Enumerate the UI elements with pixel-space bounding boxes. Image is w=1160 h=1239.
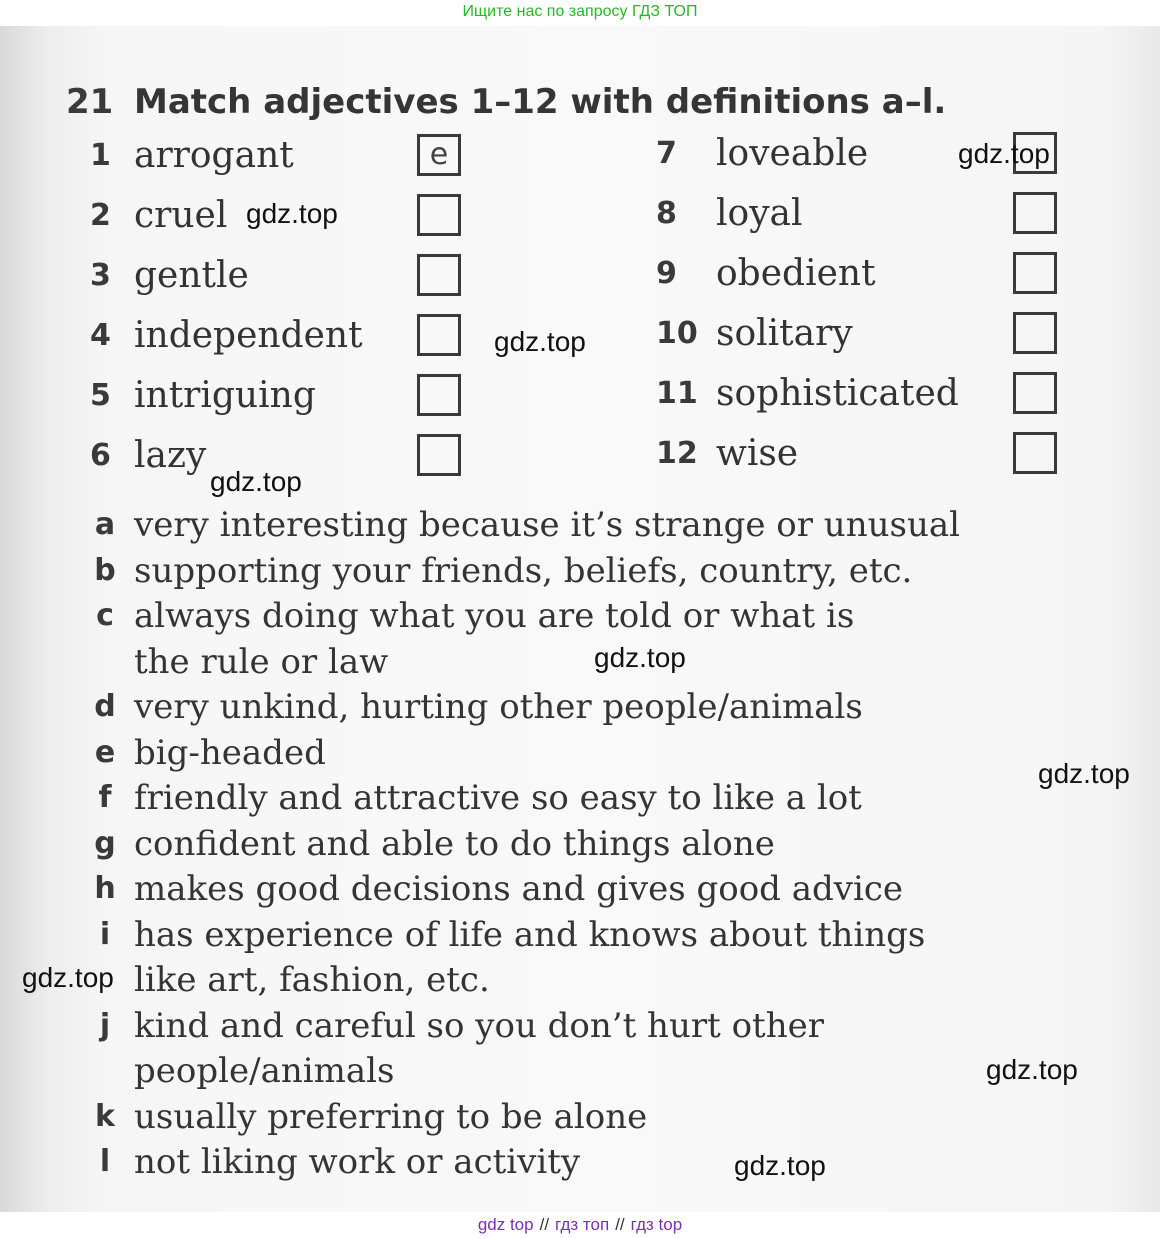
definition-text: usually preferring to be alone bbox=[134, 1097, 648, 1137]
definition-text: not liking work or activity bbox=[134, 1142, 581, 1182]
definition-letter: l bbox=[99, 1144, 111, 1179]
adjective-number: 9 bbox=[656, 256, 677, 291]
watermark: gdz.top bbox=[494, 326, 586, 357]
answer-box[interactable] bbox=[1013, 312, 1057, 354]
definition-letter: f bbox=[98, 780, 112, 815]
adjective-word: sophisticated bbox=[716, 373, 959, 414]
footer-separator: // bbox=[539, 1215, 550, 1234]
definition-letter: j bbox=[99, 1008, 111, 1043]
adjective-number: 5 bbox=[90, 378, 111, 413]
adjective-word: gentle bbox=[134, 255, 249, 296]
watermark: gdz.top bbox=[958, 138, 1050, 169]
watermark: gdz.top bbox=[22, 962, 114, 993]
adjective-number: 10 bbox=[656, 316, 698, 351]
definition-text-continued: people/animals bbox=[134, 1051, 395, 1091]
definition-letter: d bbox=[94, 689, 116, 724]
adjective-number: 2 bbox=[90, 198, 111, 233]
footer-link-gdz-top-cyrillic[interactable]: гдз топ bbox=[555, 1215, 610, 1234]
adjective-word: wise bbox=[716, 433, 799, 474]
adjective-number: 11 bbox=[656, 376, 698, 411]
watermark: gdz.top bbox=[986, 1054, 1078, 1085]
answer-box[interactable] bbox=[417, 374, 461, 416]
adjective-word: obedient bbox=[716, 253, 876, 294]
answer-box[interactable] bbox=[1013, 432, 1057, 474]
definition-text: kind and careful so you don’t hurt other bbox=[134, 1006, 824, 1046]
definition-text: very interesting because it’s strange or unusual bbox=[134, 505, 960, 545]
adjective-word: arrogant bbox=[134, 135, 294, 176]
definition-letter: g bbox=[94, 826, 116, 861]
definition-letter: h bbox=[94, 871, 116, 906]
adjective-word: intriguing bbox=[134, 375, 316, 416]
watermark: gdz.top bbox=[246, 198, 338, 229]
definition-text: has experience of life and knows about things bbox=[134, 915, 926, 955]
footer-links bbox=[0, 1212, 1160, 1239]
answer-box[interactable] bbox=[1013, 372, 1057, 414]
definition-text: makes good decisions and gives good advice bbox=[134, 869, 904, 909]
adjective-word: solitary bbox=[716, 313, 853, 354]
watermark: gdz.top bbox=[210, 466, 302, 497]
definition-text: supporting your friends, beliefs, country, etc. bbox=[134, 551, 913, 591]
answer-box[interactable] bbox=[417, 194, 461, 236]
definition-text: always doing what you are told or what is bbox=[134, 596, 855, 636]
definition-letter: b bbox=[94, 553, 116, 588]
adjective-word: cruel bbox=[134, 195, 228, 236]
adjective-number: 8 bbox=[656, 196, 677, 231]
footer-separator: // bbox=[615, 1215, 625, 1234]
footer-link-gdz-top-mixed[interactable]: гдз top bbox=[630, 1215, 683, 1234]
watermark: gdz.top bbox=[594, 642, 686, 673]
definition-text: friendly and attractive so easy to like a lot bbox=[134, 778, 862, 818]
adjective-number: 3 bbox=[90, 258, 111, 293]
definition-text-continued: like art, fashion, etc. bbox=[134, 960, 490, 1000]
adjective-word: loyal bbox=[716, 193, 803, 234]
answer-box[interactable] bbox=[1013, 252, 1057, 294]
answer-box[interactable] bbox=[417, 314, 461, 356]
adjective-word: loveable bbox=[716, 133, 869, 174]
textbook-page bbox=[0, 26, 1160, 1212]
adjective-number: 7 bbox=[656, 136, 677, 171]
adjective-number: 4 bbox=[90, 318, 111, 353]
definition-letter: c bbox=[96, 598, 114, 633]
footer-link-gdz-top[interactable]: gdz top bbox=[477, 1215, 534, 1234]
top-banner[interactable]: Ищите нас по запросу ГДЗ ТОП bbox=[462, 3, 698, 20]
answer-box[interactable] bbox=[417, 434, 461, 476]
definition-text: confident and able to do things alone bbox=[134, 824, 775, 864]
answer-box[interactable] bbox=[1013, 192, 1057, 234]
adjective-number: 6 bbox=[90, 438, 111, 473]
adjective-word: lazy bbox=[134, 435, 207, 476]
adjective-word: independent bbox=[134, 315, 363, 356]
definition-text-continued: the rule or law bbox=[134, 642, 389, 682]
definition-text: very unkind, hurting other people/animals bbox=[134, 687, 863, 727]
definition-text: big-headed bbox=[134, 733, 326, 773]
watermark: gdz.top bbox=[1038, 758, 1130, 789]
exercise-number: 21 bbox=[66, 82, 114, 122]
watermark: gdz.top bbox=[734, 1150, 826, 1181]
adjective-number: 1 bbox=[90, 138, 111, 173]
answer-box[interactable]: e bbox=[417, 134, 461, 176]
definition-letter: e bbox=[94, 735, 116, 770]
adjective-number: 12 bbox=[656, 436, 698, 471]
answer-box[interactable] bbox=[417, 254, 461, 296]
definition-letter: a bbox=[94, 507, 116, 542]
definition-letter: k bbox=[95, 1099, 115, 1134]
definition-letter: i bbox=[99, 917, 111, 952]
exercise-title: Match adjectives 1–12 with definitions a–l. bbox=[134, 82, 947, 122]
